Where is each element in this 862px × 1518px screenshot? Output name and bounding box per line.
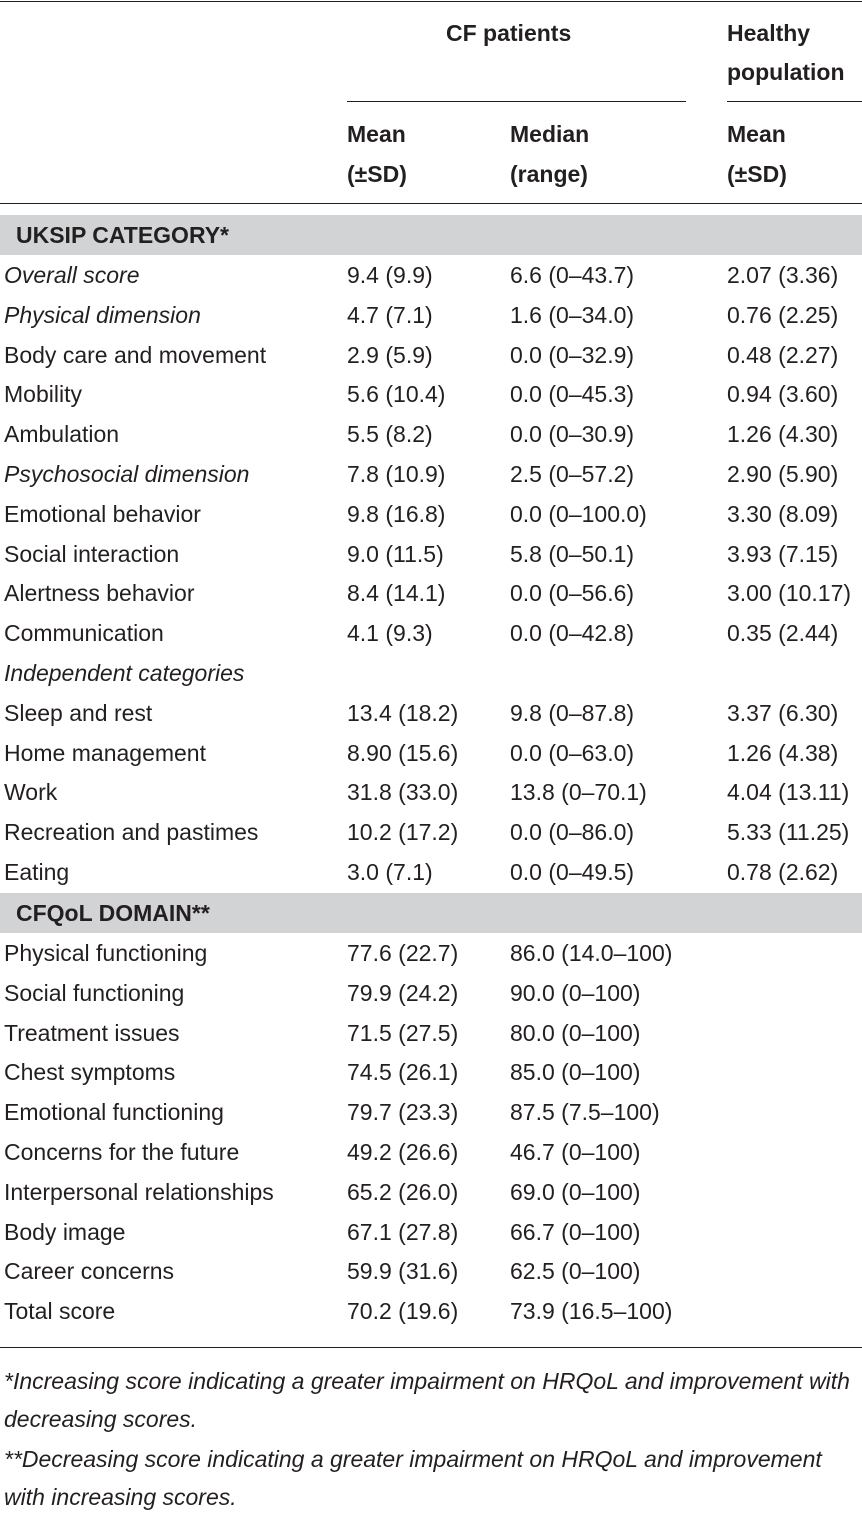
median-range-cell: 0.0 (0–86.0): [510, 819, 635, 846]
mean-sd-cell: 3.0 (7.1): [347, 859, 433, 885]
healthy-span-rule: [727, 101, 862, 102]
row-label: Physical dimension: [4, 301, 201, 328]
row-label: Alertness behavior: [4, 580, 195, 607]
mean-sd-cell: 79.7 (23.3): [347, 1099, 459, 1126]
row-label: Communication: [4, 620, 164, 647]
median-range-cell: 66.7 (0–100): [510, 1218, 641, 1245]
table-row: [0, 454, 862, 494]
table-row: [0, 1132, 862, 1172]
section-band-cfqol: [0, 893, 862, 933]
healthy-mean-sd-cell: 2.90 (5.90): [727, 461, 839, 487]
mean-sd-cell: 74.5 (26.1): [347, 1059, 459, 1086]
row-label: Sleep and rest: [4, 699, 153, 726]
median-range-cell: 0.0 (0–32.9): [510, 341, 635, 368]
footnote: **Decreasing score indicating a greater impairment on HRQoL and improvement with increasing scores.: [4, 1446, 822, 1510]
header-mean-line1: Mean: [347, 121, 406, 147]
median-range-cell: 0.0 (0–49.5): [510, 859, 635, 885]
table-row: [0, 414, 862, 454]
row-label: Social functioning: [4, 979, 185, 1006]
healthy-mean-sd-cell: 4.04 (13.11): [727, 779, 850, 806]
table-row: [0, 335, 862, 375]
table-row: [0, 255, 862, 295]
header-median-line1: Median: [510, 121, 590, 147]
table-row: [0, 1013, 862, 1053]
row-label: Treatment issues: [4, 1019, 180, 1046]
median-range-cell: 86.0 (14.0–100): [510, 940, 673, 966]
median-range-cell: 73.9 (16.5–100): [510, 1298, 673, 1325]
mean-sd-cell: 79.9 (24.2): [347, 979, 459, 1006]
row-label: Overall score: [4, 262, 140, 288]
healthy-mean-sd-cell: 3.00 (10.17): [727, 580, 852, 607]
median-range-cell: 0.0 (0–56.6): [510, 580, 635, 607]
median-range-cell: 0.0 (0–45.3): [510, 381, 635, 408]
row-label: Chest symptoms: [4, 1059, 176, 1086]
median-range-cell: 80.0 (0–100): [510, 1019, 641, 1046]
table-row: [0, 1291, 862, 1331]
healthy-mean-sd-cell: 0.48 (2.27): [727, 341, 839, 368]
row-label: Body care and movement: [4, 341, 267, 368]
row-label: Emotional behavior: [4, 500, 201, 527]
median-range-cell: 0.0 (0–100.0): [510, 500, 647, 527]
median-range-cell: 6.6 (0–43.7): [510, 262, 635, 288]
header-healthy-mean-line2: (±SD): [727, 161, 787, 187]
mean-sd-cell: 5.6 (10.4): [347, 381, 446, 408]
healthy-mean-sd-cell: 3.37 (6.30): [727, 699, 839, 726]
row-label: Ambulation: [4, 421, 120, 448]
mean-sd-cell: 49.2 (26.6): [347, 1139, 459, 1165]
table-row: [0, 1172, 862, 1212]
section-title: CFQoL DOMAIN**: [16, 900, 210, 926]
row-label: Concerns for the future: [4, 1139, 240, 1165]
header-mean-line2: (±SD): [347, 161, 407, 187]
row-label: Home management: [4, 739, 206, 766]
mean-sd-cell: 8.4 (14.1): [347, 580, 446, 607]
median-range-cell: 0.0 (0–42.8): [510, 620, 635, 647]
median-range-cell: 90.0 (0–100): [510, 979, 641, 1006]
table-row: [0, 295, 862, 335]
section-band-uksip: [0, 215, 862, 255]
table-row: [0, 973, 862, 1013]
healthy-mean-sd-cell: 3.30 (8.09): [727, 500, 839, 527]
table-row: [0, 933, 862, 973]
table-row: [0, 812, 862, 852]
median-range-cell: 85.0 (0–100): [510, 1059, 641, 1086]
median-range-cell: 13.8 (0–70.1): [510, 779, 647, 806]
header-healthy-mean-line1: Mean: [727, 121, 786, 147]
row-label: Physical functioning: [4, 940, 208, 966]
row-label: Work: [4, 779, 58, 806]
row-label: Independent categories: [4, 660, 245, 686]
footnote: *Increasing score indicating a greater impairment on HRQoL and improvement with decreasing scores.: [4, 1368, 850, 1432]
mean-sd-cell: 7.8 (10.9): [347, 461, 446, 487]
mean-sd-cell: 9.4 (9.9): [347, 262, 433, 288]
header-cf-patients: CF patients: [446, 20, 572, 46]
healthy-mean-sd-cell: 2.07 (3.36): [727, 262, 839, 288]
row-label: Recreation and pastimes: [4, 819, 259, 846]
mean-sd-cell: 5.5 (8.2): [347, 421, 433, 448]
median-range-cell: 5.8 (0–50.1): [510, 540, 635, 567]
median-range-cell: 46.7 (0–100): [510, 1139, 641, 1165]
row-label: Total score: [4, 1298, 116, 1325]
median-range-cell: 9.8 (0–87.8): [510, 699, 635, 726]
table-row: [0, 1092, 862, 1132]
header-healthy-line2: population: [727, 59, 845, 85]
mean-sd-cell: 65.2 (26.0): [347, 1178, 459, 1205]
mean-sd-cell: 59.9 (31.6): [347, 1258, 459, 1285]
mean-sd-cell: 13.4 (18.2): [347, 699, 459, 726]
healthy-mean-sd-cell: 1.26 (4.30): [727, 421, 839, 448]
table-row: [0, 613, 862, 653]
row-label: Interpersonal relationships: [4, 1178, 274, 1205]
table-row: [0, 374, 862, 414]
table-top-rule: [0, 1, 862, 2]
healthy-mean-sd-cell: 0.78 (2.62): [727, 859, 839, 885]
mean-sd-cell: 77.6 (22.7): [347, 940, 459, 966]
mean-sd-cell: 8.90 (15.6): [347, 739, 459, 766]
table-row: [0, 1251, 862, 1291]
healthy-mean-sd-cell: 0.94 (3.60): [727, 381, 839, 408]
mean-sd-cell: 71.5 (27.5): [347, 1019, 459, 1046]
median-range-cell: 69.0 (0–100): [510, 1178, 641, 1205]
healthy-mean-sd-cell: 1.26 (4.38): [727, 739, 839, 766]
median-range-cell: 87.5 (7.5–100): [510, 1099, 660, 1126]
mean-sd-cell: 10.2 (17.2): [347, 819, 459, 846]
table-row: [0, 1212, 862, 1252]
median-range-cell: 0.0 (0–30.9): [510, 421, 635, 448]
header-median-line2: (range): [510, 161, 588, 187]
healthy-mean-sd-cell: 3.93 (7.15): [727, 540, 839, 567]
mean-sd-cell: 70.2 (19.6): [347, 1298, 459, 1325]
mean-sd-cell: 9.0 (11.5): [347, 540, 444, 567]
row-label: Body image: [4, 1218, 126, 1245]
median-range-cell: 2.5 (0–57.2): [510, 461, 635, 487]
header-healthy-line1: Healthy: [727, 20, 811, 46]
mean-sd-cell: 4.7 (7.1): [347, 301, 433, 328]
mean-sd-cell: 31.8 (33.0): [347, 779, 459, 806]
median-range-cell: 62.5 (0–100): [510, 1258, 641, 1285]
mean-sd-cell: 4.1 (9.3): [347, 620, 433, 647]
row-label: Social interaction: [4, 540, 180, 567]
table-bottom-rule: [0, 1347, 862, 1348]
row-label: Emotional functioning: [4, 1099, 224, 1126]
mean-sd-cell: 67.1 (27.8): [347, 1218, 459, 1245]
footnotes: [4, 1362, 862, 1518]
row-label: Mobility: [4, 381, 82, 408]
table-row: [0, 693, 862, 733]
cf-patients-span-rule: [347, 101, 686, 102]
row-label: Career concerns: [4, 1258, 175, 1285]
healthy-mean-sd-cell: 0.35 (2.44): [727, 620, 839, 647]
median-range-cell: 1.6 (0–34.0): [510, 301, 635, 328]
mean-sd-cell: 9.8 (16.8): [347, 500, 446, 527]
table-row: [0, 1052, 862, 1092]
median-range-cell: 0.0 (0–63.0): [510, 739, 635, 766]
healthy-mean-sd-cell: 5.33 (11.25): [727, 819, 850, 846]
table-row: [0, 733, 862, 773]
table-row: [0, 653, 862, 693]
table-row: [0, 534, 862, 574]
table-row: [0, 573, 862, 613]
table-row: [0, 772, 862, 812]
healthy-mean-sd-cell: 0.76 (2.25): [727, 301, 839, 328]
table-row: [0, 494, 862, 534]
table-header-bottom-rule: [0, 203, 862, 204]
row-label: Eating: [4, 859, 70, 885]
table-row: [0, 852, 862, 892]
section-title: UKSIP CATEGORY*: [16, 222, 229, 248]
row-label: Psychosocial dimension: [4, 461, 250, 487]
mean-sd-cell: 2.9 (5.9): [347, 341, 433, 368]
